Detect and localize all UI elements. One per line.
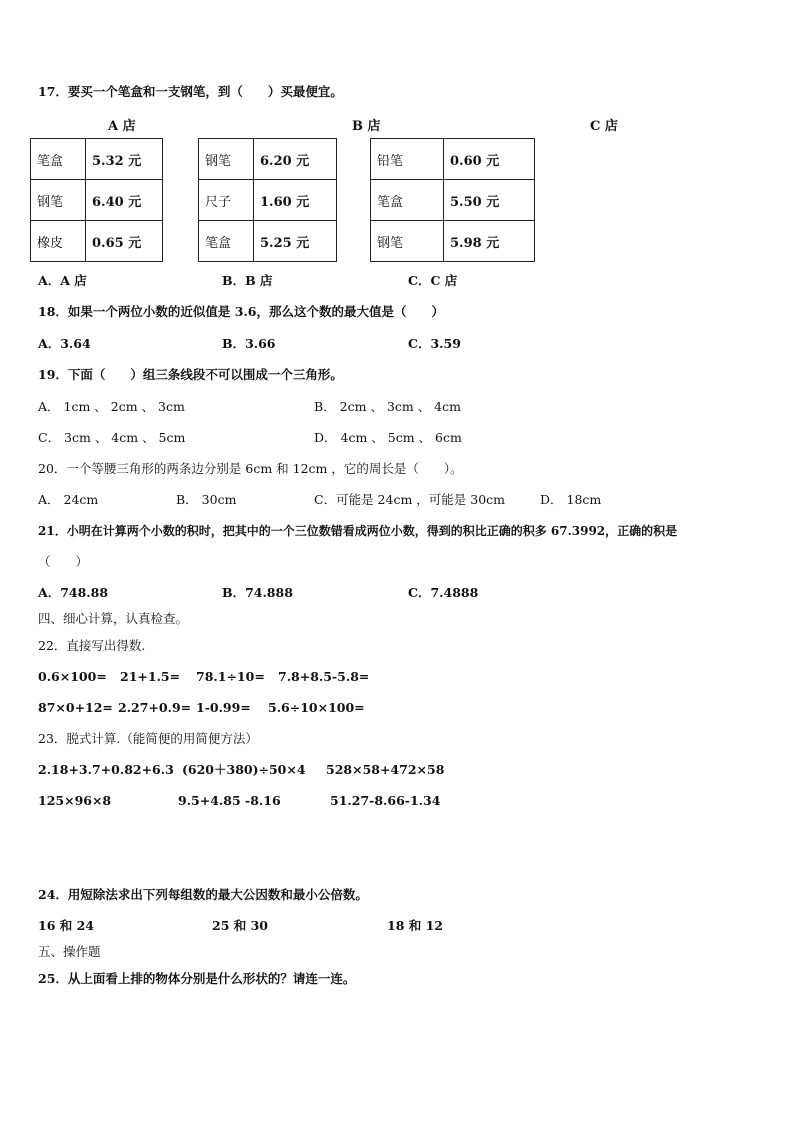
item-name: 笔盒 xyxy=(31,139,86,180)
q22-expr: 87×0+12= xyxy=(38,700,113,715)
q22-expr: 5.6÷10×100= xyxy=(268,700,365,715)
item-price: 0.65 元 xyxy=(86,221,163,262)
q20-option-a[interactable]: A． 24cm xyxy=(38,492,99,507)
q24-item: 25 和 30 xyxy=(212,918,268,933)
q19-option-d[interactable]: D． 4cm 、 5cm 、 6cm xyxy=(314,430,462,445)
shop-c-title: C 店 xyxy=(590,119,618,134)
q23-expr: 528×58+472×58 xyxy=(326,762,445,777)
q22-stem: 22．直接写出得数. xyxy=(38,638,146,653)
item-name: 钢笔 xyxy=(371,221,444,262)
table-row xyxy=(371,139,535,180)
shop-a-title: A 店 xyxy=(108,119,136,134)
q23-stem: 23．脱式计算.（能简便的用简便方法） xyxy=(38,731,258,746)
item-price: 0.60 元 xyxy=(444,139,535,180)
item-price: 6.20 元 xyxy=(254,139,337,180)
q17-option-c[interactable]: C．C 店 xyxy=(408,273,458,288)
item-name: 铅笔 xyxy=(371,139,444,180)
q20-option-b[interactable]: B． 30cm xyxy=(176,492,237,507)
q22-expr: 78.1÷10= xyxy=(196,669,265,684)
q23-expr: (620＋380)÷50×4 xyxy=(182,762,306,777)
q21-option-a[interactable]: A．748.88 xyxy=(38,585,109,600)
q18-option-b[interactable]: B．3.66 xyxy=(222,336,276,351)
item-name: 笔盒 xyxy=(199,221,254,262)
q22-expr: 21+1.5= xyxy=(120,669,181,684)
item-name: 尺子 xyxy=(199,180,254,221)
shop-b-price-table xyxy=(198,138,337,262)
table-row xyxy=(199,139,337,180)
item-name: 橡皮 xyxy=(31,221,86,262)
item-name: 钢笔 xyxy=(31,180,86,221)
table-row xyxy=(199,221,337,262)
item-price: 5.32 元 xyxy=(86,139,163,180)
q18-option-c[interactable]: C．3.59 xyxy=(408,336,461,351)
item-price: 6.40 元 xyxy=(86,180,163,221)
q21-stem-line1: 21．小明在计算两个小数的积时，把其中的一个三位数错看成两位小数，得到的积比正确的积多 67.3992，正确的积是 xyxy=(38,524,678,538)
q18-option-a[interactable]: A．3.64 xyxy=(38,336,91,351)
item-price: 5.25 元 xyxy=(254,221,337,262)
q19-stem: 19．下面（ ）组三条线段不可以围成一个三角形。 xyxy=(38,367,343,382)
q23-expr: 2.18+3.7+0.82+6.3 xyxy=(38,762,174,777)
q22-expr: 0.6×100= xyxy=(38,669,107,684)
q22-expr: 2.27+0.9= xyxy=(118,700,192,715)
q23-expr: 125×96×8 xyxy=(38,793,112,808)
q23-expr: 9.5+4.85 -8.16 xyxy=(178,793,281,808)
shop-a-price-table xyxy=(30,138,163,262)
q24-stem: 24．用短除法求出下列每组数的最大公因数和最小公倍数。 xyxy=(38,887,368,902)
q17-option-b[interactable]: B．B 店 xyxy=(222,273,273,288)
table-row xyxy=(31,221,163,262)
q19-option-a[interactable]: A． 1cm 、 2cm 、 3cm xyxy=(38,399,185,414)
item-name: 笔盒 xyxy=(371,180,444,221)
shop-c-price-table xyxy=(370,138,535,262)
q19-option-b[interactable]: B． 2cm 、 3cm 、 4cm xyxy=(314,399,461,414)
table-row xyxy=(371,221,535,262)
q20-option-c[interactable]: C．可能是 24cm ，可能是 30cm xyxy=(314,492,506,507)
q17-option-a[interactable]: A．A 店 xyxy=(38,273,87,288)
q23-expr: 51.27-8.66-1.34 xyxy=(330,793,441,808)
table-row xyxy=(371,180,535,221)
q24-item: 16 和 24 xyxy=(38,918,94,933)
q18-stem: 18．如果一个两位小数的近似值是 3.6，那么这个数的最大值是（ ） xyxy=(38,304,444,319)
q20-option-d[interactable]: D． 18cm xyxy=(540,492,602,507)
section-five-heading: 五、操作题 xyxy=(38,944,101,959)
q24-item: 18 和 12 xyxy=(387,918,443,933)
table-row xyxy=(31,180,163,221)
q22-expr: 1-0.99= xyxy=(196,700,251,715)
table-row xyxy=(199,180,337,221)
q22-expr: 7.8+8.5-5.8= xyxy=(278,669,370,684)
q25-stem: 25．从上面看上排的物体分别是什么形状的？请连一连。 xyxy=(38,971,356,986)
item-price: 5.98 元 xyxy=(444,221,535,262)
table-row xyxy=(31,139,163,180)
q17-stem: 17．要买一个笔盒和一支钢笔，到（ ）买最便宜。 xyxy=(38,84,343,99)
q21-stem-line2: （ ） xyxy=(38,554,89,569)
item-price: 1.60 元 xyxy=(254,180,337,221)
q19-option-c[interactable]: C． 3cm 、 4cm 、 5cm xyxy=(38,430,186,445)
item-name: 钢笔 xyxy=(199,139,254,180)
shop-b-title: B 店 xyxy=(352,119,381,134)
item-price: 5.50 元 xyxy=(444,180,535,221)
q21-option-c[interactable]: C．7.4888 xyxy=(408,585,479,600)
q21-option-b[interactable]: B．74.888 xyxy=(222,585,293,600)
q20-stem: 20．一个等腰三角形的两条边分别是 6cm 和 12cm ，它的周长是（ ）。 xyxy=(38,461,463,476)
section-four-heading: 四、细心计算，认真检查。 xyxy=(38,611,189,626)
